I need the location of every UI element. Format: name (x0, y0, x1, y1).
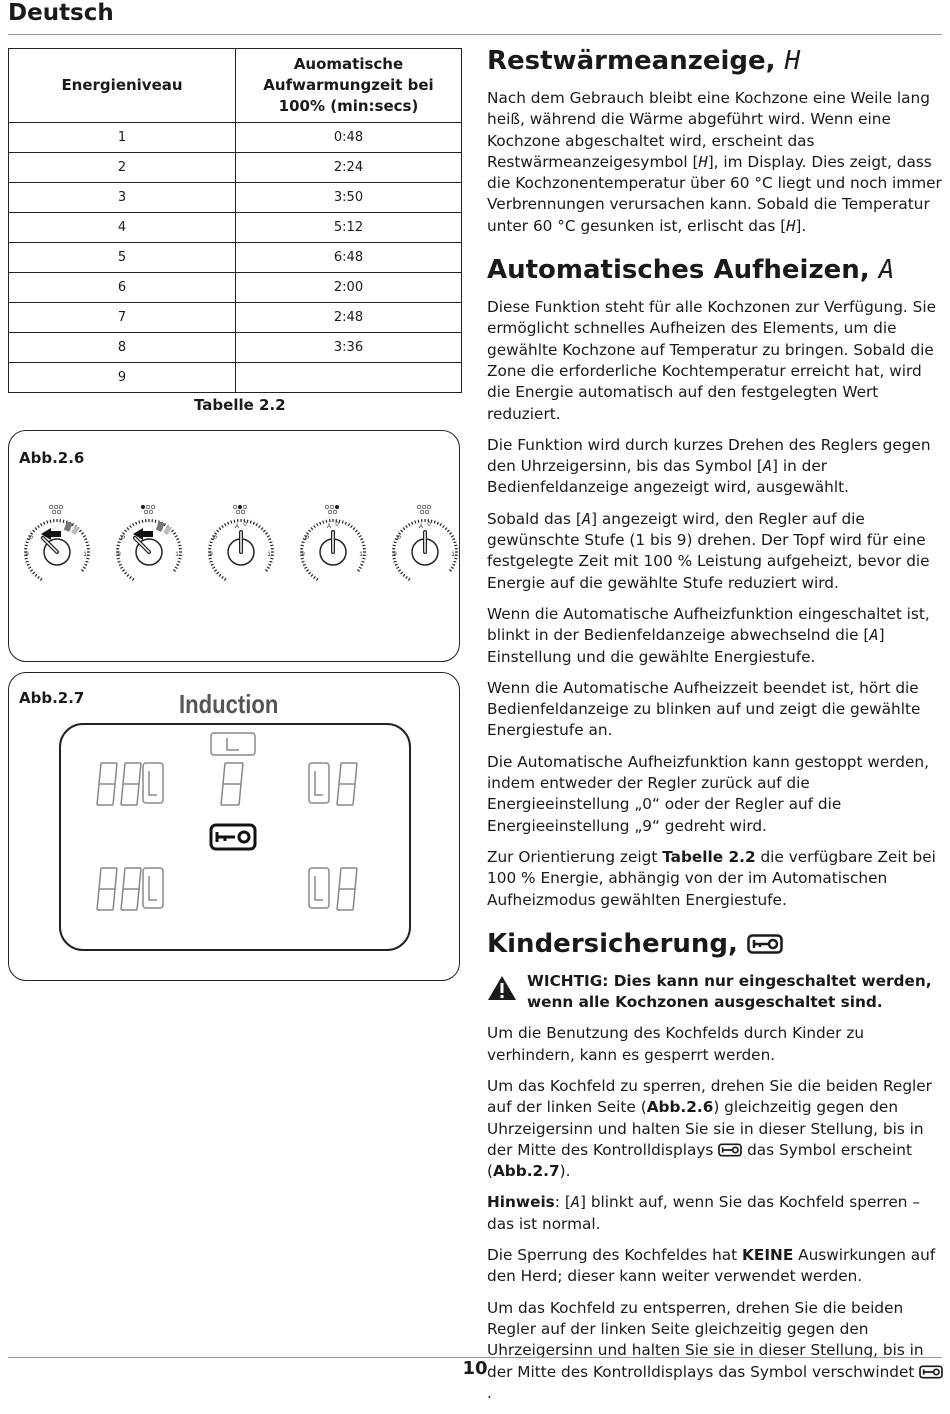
level-mark (64, 521, 73, 532)
figure-label: Abb.2.6 (19, 449, 85, 467)
section-title-restwaerme: Restwärmeanzeige, H (487, 46, 801, 76)
lock-paragraph-1: Um die Benutzung des Kochfelds durch Kinder zu verhindern, kann es gesperrt werden. (487, 1024, 865, 1064)
indicator-dot (241, 510, 245, 514)
knob-scale-label: A (234, 524, 240, 530)
lock-paragraph-3: Hinweis: [A] blinkt auf, wenn Sie das Kochfeld sperren – das ist normal. (487, 1193, 920, 1233)
energy-level-cell: 4 (9, 213, 236, 243)
level-mark (156, 521, 165, 532)
key-lock-icon (211, 825, 255, 849)
display-segments (59, 723, 411, 951)
table-header-time: Auomatische Aufwarmungzeit bei 100% (min:secs) (236, 49, 462, 123)
auto-paragraph-4: Wenn die Automatische Aufheizfunktion eingeschaltet ist, blinkt in der Bedienfeldanzeige abwechselnd die [A] Einstellung und die gewählte Energiestufe. (487, 604, 930, 666)
indicator-dot (144, 510, 148, 514)
seven-segment-digit (221, 763, 243, 805)
auto-paragraph-3: Sobald das [A] angezeigt wird, den Regler auf die gewünschte Stufe (1 bis 9) drehen. Der Topf wird für eine festgelegte Zeit mit 100 % Leistung aufgeheizt, bevor die Energie auf die gewählte Stufe reduziert wird. (487, 509, 930, 592)
page-number: 10 (462, 1358, 488, 1379)
knob-scale-label: 1 (267, 552, 271, 558)
knob-scale-label: 1 (83, 552, 87, 558)
indicator-dot (422, 505, 426, 509)
section-title-auto: Automatisches Aufheizen, A (487, 255, 895, 286)
table-row (9, 333, 462, 363)
l-indicator (309, 763, 329, 803)
l-indicator (143, 868, 163, 908)
seven-segment-digit (121, 763, 141, 805)
indicator-dot (57, 510, 61, 514)
indicator-dot (417, 505, 421, 509)
key-lock-icon (747, 934, 783, 954)
energy-level-cell: 2 (9, 153, 236, 183)
auto-paragraph-1: Diese Funktion steht für alle Kochzonen zur Verfügung. Sie ermöglicht schnelles Aufheizen des Elements, um die gewählte Kochzone auf Temperatur zu bringen. Sobald die Zone die erforderliche Kochtemperatur erreicht hat, wird die Energie automatisch auf den festgelegten Wert reduziert. (487, 298, 936, 423)
heatup-time-cell: 2:48 (236, 303, 462, 333)
table-row (9, 243, 462, 273)
knob-scale-label: P (396, 536, 402, 542)
seven-segment-digit (97, 763, 117, 805)
figure-2-6-panel (8, 430, 460, 662)
lock-paragraph-2: Um das Kochfeld zu sperren, drehen Sie die beiden Regler auf der linken Seite (Abb.2.6) gleichzeitig gegen den Uhrzeigersinn und halten Sie sie in dieser Stellung, bis in der Mitte des Kontrolldisplays das Symbol erscheint (Abb.2.7). (487, 1076, 932, 1181)
auto-paragraph-5: Wenn die Automatische Aufheizzeit beendet ist, hört die Bedienfeldanzeige zu blinken auf und zeigt die gewählte Energiestufe an. (487, 678, 921, 740)
indicator-dot (146, 505, 150, 509)
language-heading: Deutsch (8, 0, 114, 26)
heatup-time-cell: 2:00 (236, 273, 462, 303)
knob-scale-label: 1 (175, 552, 179, 558)
indicator-dot (333, 510, 337, 514)
knob-scale-label: P (304, 536, 310, 542)
knob-scale-label: 9 (209, 552, 213, 558)
heatup-time-cell: 3:36 (236, 333, 462, 363)
knob-scale-label: 1 (359, 552, 363, 558)
knob-scale-label: 9 (117, 552, 121, 558)
indicator-dot (325, 505, 329, 509)
seven-segment-digit (337, 868, 357, 910)
energy-level-cell: 9 (9, 363, 236, 393)
header-rule (8, 34, 942, 35)
table-row (9, 273, 462, 303)
text-column (487, 44, 945, 1414)
indicator-dot (233, 505, 237, 509)
indicator-dot (49, 505, 53, 509)
knob-scale-label: 0 (427, 522, 431, 528)
knob-scale-label: P (120, 536, 126, 542)
knob-scale-label: 9 (25, 552, 29, 558)
heatup-time-cell (236, 363, 462, 393)
indicator-dot (427, 505, 431, 509)
knob-scale-label: 0 (243, 522, 247, 528)
energy-level-cell: 3 (9, 183, 236, 213)
key-lock-icon (718, 1143, 742, 1157)
heatup-time-cell: 0:48 (236, 123, 462, 153)
table-row (9, 303, 462, 333)
indicator-dot (238, 505, 242, 509)
level-mark (71, 526, 80, 535)
heatup-time-cell: 3:50 (236, 183, 462, 213)
control-display (59, 723, 411, 951)
indicator-dot (149, 510, 153, 514)
section-title-kindersicherung: Kindersicherung, (487, 927, 945, 961)
brand-logo: Induction (179, 689, 279, 719)
knob-scale-label: A (326, 524, 332, 530)
knob-scale-label: P (28, 536, 34, 542)
indicator-dot (141, 505, 145, 509)
knob-diagrams (9, 497, 459, 607)
heatup-time-cell: 5:12 (236, 213, 462, 243)
indicator-dot (52, 510, 56, 514)
indicator-dot (54, 505, 58, 509)
lock-paragraph-4: Die Sperrung des Kochfeldes hat KEINE Auswirkungen auf den Herd; dieser kann weiter verwendet werden. (487, 1246, 936, 1286)
indicator-dot (243, 505, 247, 509)
table-row (9, 213, 462, 243)
indicator-dot (425, 510, 429, 514)
indicator-dot (420, 510, 424, 514)
energy-level-cell: 8 (9, 333, 236, 363)
warning-notice: WICHTIG: Dies kann nur eingeschaltet werden, wenn alle Kochzonen ausgeschaltet sind. (487, 971, 945, 1014)
heatup-time-cell: 6:48 (236, 243, 462, 273)
knob-scale-label: 0 (335, 522, 339, 528)
auto-paragraph-2: Die Funktion wird durch kurzes Drehen des Reglers gegen den Uhrzeigersinn, bis das Symbol [A] in der Bedienfeldanzeige angezeigt wird, ausgewählt. (487, 435, 931, 497)
auto-paragraph-7: Zur Orientierung zeigt Tabelle 2.2 die verfügbare Zeit bei 100 % Energie, abhängig von der im Automatischen Aufheizmodus gewählten Energiestufe. (487, 847, 936, 909)
table-row (9, 363, 462, 393)
indicator-dot (328, 510, 332, 514)
l-indicator (143, 763, 163, 803)
energy-level-cell: 1 (9, 123, 236, 153)
energy-level-cell: 5 (9, 243, 236, 273)
indicator-dot (330, 505, 334, 509)
warning-icon (487, 975, 517, 1001)
seven-segment-digit (97, 868, 117, 910)
heatup-time-cell: 2:24 (236, 153, 462, 183)
indicator-dot (151, 505, 155, 509)
table-caption: Tabelle 2.2 (194, 396, 286, 414)
figure-label: Abb.2.7 (19, 689, 85, 707)
figure-2-7-panel (8, 672, 460, 981)
lock-paragraph-5: Um das Kochfeld zu entsperren, drehen Sie die beiden Regler auf der linken Seite gleichzeitig gegen den Uhrzeigersinn und halten Sie sie in dieser Stellung, bis in der Mitte des Kontrolldisplays das Symbol verschwindet . (487, 1298, 945, 1404)
energy-level-cell: 6 (9, 273, 236, 303)
indicator-dot (236, 510, 240, 514)
knob-scale-label: A (418, 524, 424, 530)
knob-scale-label: 1 (451, 552, 455, 558)
knob-scale-label: P (212, 536, 218, 542)
auto-paragraph-6: Die Automatische Aufheizfunktion kann gestoppt werden, indem entweder der Regler zurück auf die Energieeinstellung „0“ oder der Regler auf die Energieeinstellung „9“ gedreht wird. (487, 752, 929, 835)
table-row (9, 153, 462, 183)
table-row (9, 123, 462, 153)
indicator-dot (59, 505, 63, 509)
seven-segment-digit (121, 868, 141, 910)
knob-scale-label: 9 (301, 552, 305, 558)
indicator-dot (335, 505, 339, 509)
energy-level-cell: 7 (9, 303, 236, 333)
level-mark (163, 526, 172, 535)
knob-scale-label: 9 (393, 552, 397, 558)
l-indicator (309, 868, 329, 908)
table-row (9, 183, 462, 213)
restwaerme-paragraph: Nach dem Gebrauch bleibt eine Kochzone eine Weile lang heiß, während die Wärme abgeführt wird. Wenn eine Kochzone abgeschaltet wird, erscheint das Restwärmeanzeigesymbol [H], im Display. Dies zeigt, dass die Kochzonentemperatur über 60 °C liegt und noch immer Verbrennungen verursachen kann. Sobald die Temperatur unter 60 °C gesunken ist, erlischt das [H]. (487, 89, 942, 235)
table-header-level: Energieniveau (9, 49, 236, 123)
seven-segment-digit (337, 763, 357, 805)
energy-table (8, 48, 462, 393)
